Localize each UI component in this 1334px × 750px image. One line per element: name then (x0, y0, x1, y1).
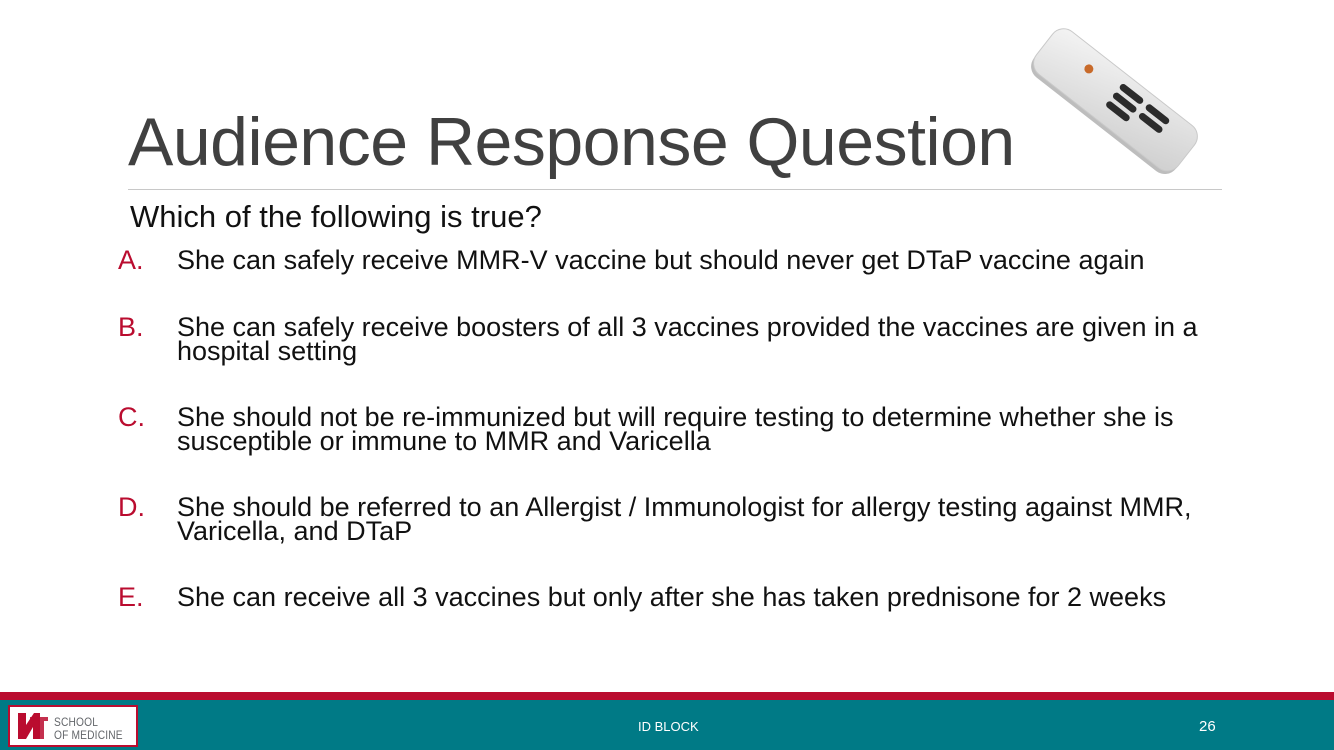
option-text: She should not be re-immunized but will require testing to determine whether she is susceptible or immune to MMR and Varicella (177, 402, 1174, 456)
school-logo (8, 705, 138, 747)
unm-logo-icon (16, 711, 50, 741)
logo-text-line1: SCHOOL (54, 715, 99, 729)
option-text: She can safely receive MMR-V vaccine but should never get DTaP vaccine again (177, 245, 1145, 275)
title-divider (128, 189, 1222, 190)
option-letter: B. (118, 312, 144, 342)
option-text: She should be referred to an Allergist / Immunologist for allergy testing against MMR, Varicella, and DTaP (177, 492, 1192, 546)
footer-course-label: ID BLOCK (638, 719, 699, 734)
slide-number: 26 (1199, 718, 1216, 735)
option-text: She can safely receive boosters of all 3 vaccines provided the vaccines are given in a hospital setting (177, 312, 1198, 366)
option-letter: D. (118, 492, 145, 522)
question-text: Which of the following is true? (130, 199, 542, 234)
audience-response-clicker-icon (1028, 28, 1198, 178)
option-letter: E. (118, 582, 144, 612)
option-letter: C. (118, 402, 145, 432)
option-letter: A. (118, 245, 144, 275)
footer-accent-stripe (0, 692, 1334, 700)
option-text: She can receive all 3 vaccines but only after she has taken prednisone for 2 weeks (177, 582, 1167, 612)
slide-title: Audience Response Question (128, 104, 1015, 180)
logo-text-line2: OF MEDICINE (54, 728, 123, 742)
